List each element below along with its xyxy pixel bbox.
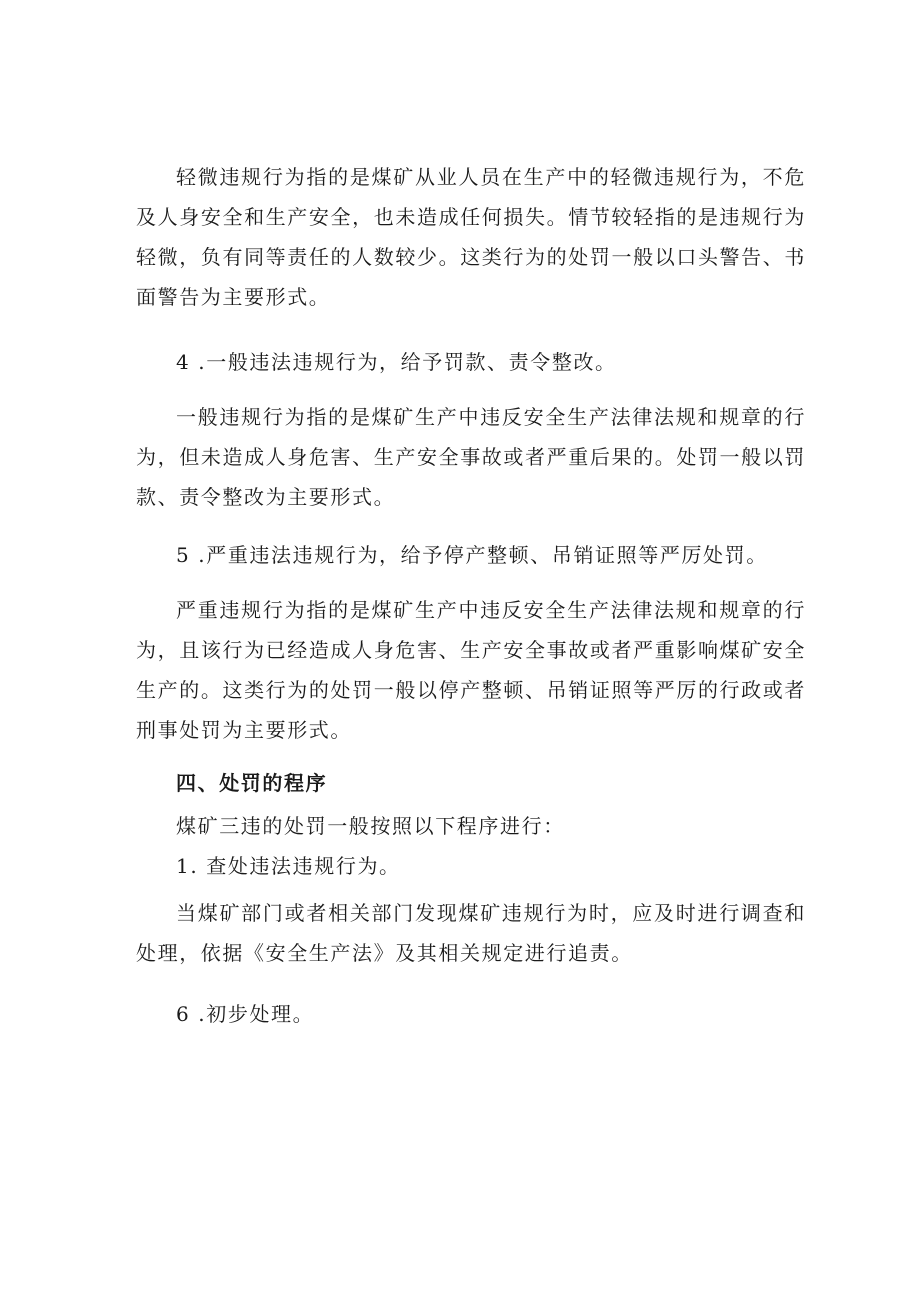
procedure-intro: 煤矿三违的处罚一般按照以下程序进行： — [176, 814, 565, 838]
item-1-investigate: 1. 查处违法违规行为。 — [176, 854, 401, 878]
section-heading-procedure: 四、处罚的程序 — [176, 771, 328, 795]
item-6-initial-handling: 6 .初步处理。 — [176, 1002, 315, 1026]
paragraph-investigate: 当煤矿部门或者相关部门发现煤矿违规行为时，应及时进行调查和处理，依据《安全生产法》及其相关规定进行追责。 — [136, 901, 806, 965]
paragraph-serious-violation: 严重违规行为指的是煤矿生产中违反安全生产法律法规和规章的行为，且该行为已经造成人身危害、生产安全事故或者严重影响煤矿安全生产的。这类行为的处罚一般以停产整顿、吊销证照等严厉的行政或者刑事处罚为主要形式。 — [136, 598, 806, 742]
paragraph-general-violation: 一般违规行为指的是煤矿生产中违反安全生产法律法规和规章的行为，但未造成人身危害、生产安全事故或者严重后果的。处罚一般以罚款、责令整改为主要形式。 — [136, 405, 806, 509]
item-5-serious-violation: 5 .严重违法违规行为，给予停产整顿、吊销证照等严厉处罚。 — [176, 543, 768, 567]
paragraph-minor-violation: 轻微违规行为指的是煤矿从业人员在生产中的轻微违规行为，不危及人身安全和生产安全，也未造成任何损失。情节较轻指的是违规行为轻微，负有同等责任的人数较少。这类行为的处罚一般以口头警告、书面警告为主要形式。 — [136, 165, 806, 309]
item-4-general-violation: 4 .一般违法违规行为，给予罚款、责令整改。 — [176, 350, 617, 374]
